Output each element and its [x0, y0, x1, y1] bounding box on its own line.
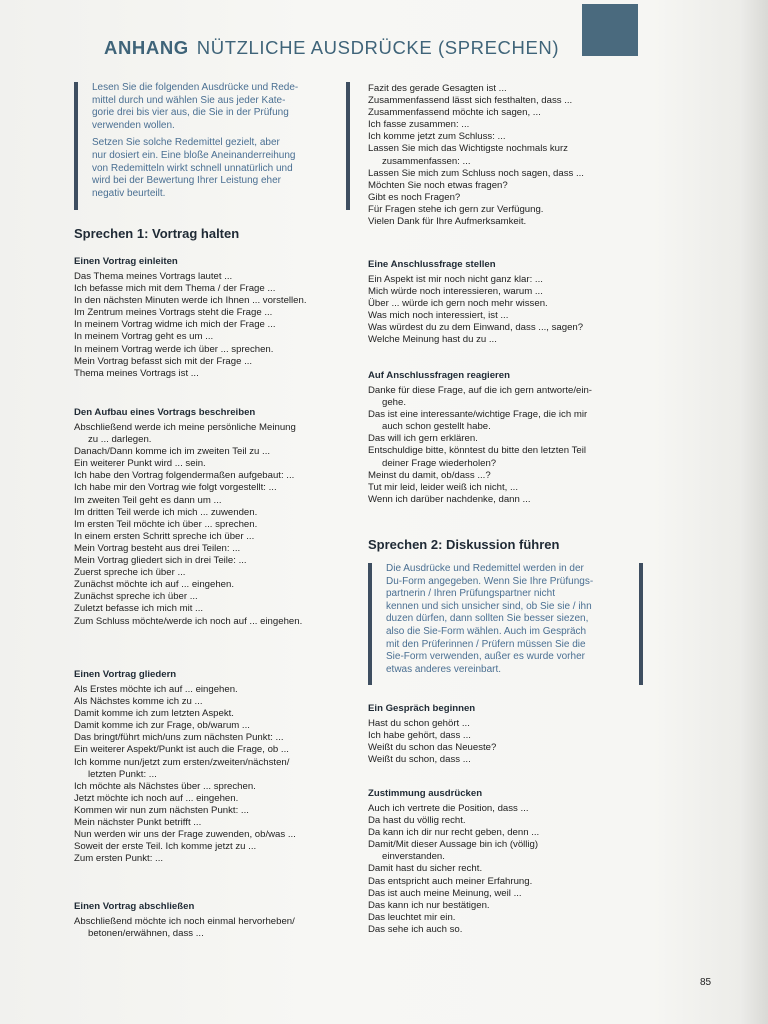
- phrase-line: Auch ich vertrete die Position, dass ...: [368, 803, 529, 814]
- intro-paragraph-1: Lesen Sie die folgenden Ausdrücke und Rede- mittel durch und wählen Sie aus jeder Kate- gorie drei bis vier aus, die Sie in der Prüfung verwenden wollen.: [92, 82, 299, 131]
- phrase-line: Weißt du schon, dass ...: [368, 754, 471, 766]
- phrase-line: Das leuchtet mir ein.: [368, 911, 456, 923]
- group-title: Zustimmung ausdrücken: [368, 788, 483, 799]
- phrase-line: In den nächsten Minuten werde ich Ihnen ... vorstellen.: [74, 295, 307, 307]
- phrase-line: Da hast du völlig recht.: [368, 815, 466, 827]
- phrase-line: Wenn ich darüber nachdenke, dann ...: [368, 493, 531, 505]
- phrase-line: Ich habe mir den Vortrag wie folgt vorgestellt: ...: [74, 482, 277, 494]
- phrase-line: zu ... darlegen.: [88, 434, 152, 446]
- phrase-line: Ich komme jetzt zum Schluss: ...: [368, 131, 506, 143]
- phrase-line: Ich habe den Vortrag folgendermaßen aufgebaut: ...: [74, 470, 295, 482]
- phrase-line: In meinem Vortrag werde ich über ... sprechen.: [74, 343, 274, 355]
- group-title: Eine Anschlussfrage stellen: [368, 259, 496, 270]
- phrase-line: Im dritten Teil werde ich mich ... zuwenden.: [74, 506, 258, 518]
- phrase-line: Mein Vortrag befasst sich mit der Frage ...: [74, 355, 253, 367]
- page-edge: [740, 0, 768, 1024]
- phrase-line: Ich habe gehört, dass ...: [368, 730, 471, 742]
- phrase-line: Das Thema meines Vortrags lautet ...: [74, 271, 233, 282]
- phrase-line: Zum ersten Punkt: ...: [74, 853, 164, 865]
- phrase-line: Da kann ich dir nur recht geben, denn ...: [368, 827, 540, 839]
- phrase-line: Zusammenfassend möchte ich sagen, ...: [368, 107, 541, 119]
- phrase-line: Nun werden wir uns der Frage zuwenden, ob/was ...: [74, 829, 296, 841]
- phrase-line: Mein Vortrag besteht aus drei Teilen: ...: [74, 542, 241, 554]
- phrase-line: Möchten Sie noch etwas fragen?: [368, 179, 508, 191]
- group-anschlussfrage-stellen: [368, 259, 583, 347]
- phrase-line: Ein weiterer Aspekt/Punkt ist auch die Frage, ob ...: [74, 744, 289, 756]
- phrase-line: Abschließend werde ich meine persönliche Meinung: [74, 422, 296, 433]
- group-vortrag-einleiten: [74, 256, 307, 380]
- phrase-line: einverstanden.: [382, 851, 445, 863]
- group-aufbau-beschreiben: [74, 407, 302, 628]
- group-title: Auf Anschlussfragen reagieren: [368, 370, 510, 381]
- phrase-line: Fazit des gerade Gesagten ist ...: [368, 83, 507, 94]
- phrase-line: Zum Schluss möchte/werde ich noch auf ... eingehen.: [74, 615, 303, 627]
- phrase-line: Lassen Sie mich zum Schluss noch sagen, dass ...: [368, 167, 584, 179]
- phrase-line: In meinem Vortrag widme ich mich der Frage ...: [74, 319, 276, 331]
- phrase-line: zusammenfassen: ...: [382, 155, 471, 167]
- page-header: [104, 37, 559, 59]
- phrase-line: In meinem Vortrag geht es um ...: [74, 331, 214, 343]
- group-anschlussfragen-reagieren: [368, 370, 592, 506]
- intro-box: [74, 82, 350, 210]
- phrase-line: Tut mir leid, leider weiß ich nicht, ...: [368, 481, 518, 493]
- phrase-line: Ein weiterer Punkt wird ... sein.: [74, 458, 206, 470]
- phrase-line: Ich möchte als Nächstes über ... sprechen.: [74, 780, 256, 792]
- header-title: NÜTZLICHE AUSDRÜCKE (SPRECHEN): [196, 37, 560, 58]
- header-bold: ANHANG: [104, 37, 189, 58]
- group-title: Einen Vortrag abschließen: [74, 901, 195, 912]
- corner-color-block: [582, 4, 638, 56]
- phrase-line: Damit/Mit dieser Aussage bin ich (völlig): [368, 839, 539, 851]
- group-vortrag-gliedern: [74, 669, 296, 865]
- page-number: 85: [700, 977, 712, 988]
- group-title: Einen Vortrag einleiten: [74, 256, 178, 267]
- phrase-line: Thema meines Vortrags ist ...: [74, 367, 199, 379]
- phrase-line: Gibt es noch Fragen?: [368, 191, 461, 203]
- phrase-line: Vielen Dank für Ihre Aufmerksamkeit.: [368, 216, 527, 228]
- phrase-line: Welche Meinung hast du zu ...: [368, 334, 497, 346]
- phrase-line: Weißt du schon das Neueste?: [368, 742, 497, 754]
- phrase-line: Das will ich gern erklären.: [368, 433, 478, 445]
- intro-paragraph-2: Setzen Sie solche Redemittel gezielt, aber nur dosiert ein. Eine bloße Aneinanderreihung von Redemitteln wirkt schnell unnatürlich und wird bei der Bewertung Ihrer Leistung eher negativ beurteilt.: [92, 137, 296, 199]
- phrase-line: Lassen Sie mich das Wichtigste nochmals kurz: [368, 143, 568, 155]
- phrase-line: Zuletzt befasse ich mich mit ...: [74, 603, 204, 615]
- section-title-diskussion: Sprechen 2: Diskussion führen: [368, 537, 560, 552]
- phrase-line: Entschuldige bitte, könntest du bitte den letzten Teil: [368, 445, 586, 457]
- phrase-line: Zunächst möchte ich auf ... eingehen.: [74, 579, 234, 591]
- phrase-line: Im Zentrum meines Vortrags steht die Frage ...: [74, 307, 273, 319]
- diskussion-info-box: Die Ausdrücke und Redemittel werden in der Du-Form angegeben. Wenn Sie Ihre Prüfungs- partnerin / Ihren Prüfungspartner nicht kennen und sich unsicher sind, ob Sie sie / ihn duzen dürfen, dann sollten Sie besser siezen, also die Sie-Form wählen. Auch im Gespräch mit den Prüferinnen / Prüfern müssen Sie die Sie-Form verwenden, außer es wurde vorher etwas anderes vereinbart.: [368, 563, 643, 685]
- phrase-line: Im ersten Teil möchte ich über ... sprechen.: [74, 518, 258, 530]
- phrase-line: Ein Aspekt ist mir noch nicht ganz klar: ...: [368, 274, 543, 285]
- phrase-line: Ich komme nun/jetzt zum ersten/zweiten/nächsten/: [74, 756, 290, 768]
- phrase-line: Zunächst spreche ich über ...: [74, 591, 198, 603]
- phrase-line: Danach/Dann komme ich im zweiten Teil zu ...: [74, 446, 271, 458]
- group-gespraech-beginnen: [368, 703, 496, 766]
- phrase-line: deiner Frage wiederholen?: [382, 457, 497, 469]
- phrase-line: Mich würde noch interessieren, warum ...: [368, 286, 543, 298]
- phrase-line: Abschließend möchte ich noch einmal hervorheben/: [74, 916, 295, 927]
- phrase-line: Das bringt/führt mich/uns zum nächsten Punkt: ...: [74, 732, 284, 744]
- phrase-line: Ich fasse zusammen: ...: [368, 119, 470, 131]
- phrase-line: Hast du schon gehört ...: [368, 718, 470, 729]
- phrase-line: Über ... würde ich gern noch mehr wissen.: [368, 298, 548, 310]
- phrase-line: Was mich noch interessiert, ist ...: [368, 310, 509, 322]
- phrase-line: Damit hast du sicher recht.: [368, 863, 483, 875]
- phrase-line: Das ist auch meine Meinung, weil ...: [368, 887, 522, 899]
- phrase-line: Meinst du damit, ob/dass ...?: [368, 469, 491, 481]
- phrase-line: Das kann ich nur bestätigen.: [368, 899, 490, 911]
- phrase-line: gehe.: [382, 397, 407, 409]
- phrase-line: In einem ersten Schritt spreche ich über ...: [74, 530, 255, 542]
- phrase-line: Im zweiten Teil geht es dann um ...: [74, 494, 222, 506]
- phrase-line: Danke für diese Frage, auf die ich gern antworte/ein-: [368, 385, 592, 396]
- group-title: Den Aufbau eines Vortrags beschreiben: [74, 407, 256, 418]
- phrase-line: betonen/erwähnen, dass ...: [88, 928, 204, 940]
- group-title: Einen Vortrag gliedern: [74, 669, 177, 680]
- phrase-line: Soweit der erste Teil. Ich komme jetzt zu ...: [74, 841, 257, 853]
- group-title: Ein Gespräch beginnen: [368, 703, 476, 714]
- phrase-line: Was würdest du zu dem Einwand, dass ..., sagen?: [368, 322, 584, 334]
- phrase-line: Jetzt möchte ich noch auf ... eingehen.: [74, 792, 239, 804]
- group-abschluss-fortsetzung: [368, 83, 584, 228]
- phrase-line: Das ist eine interessante/wichtige Frage, die ich mir: [368, 409, 588, 421]
- phrase-line: Als Erstes möchte ich auf ... eingehen.: [74, 684, 238, 695]
- phrase-line: auch schon gestellt habe.: [382, 421, 491, 433]
- phrase-line: Zusammenfassend lässt sich festhalten, dass ...: [368, 95, 573, 107]
- phrase-line: Als Nächstes komme ich zu ...: [74, 696, 203, 708]
- group-zustimmung-ausdruecken: [368, 788, 539, 936]
- phrase-line: Für Fragen stehe ich gern zur Verfügung.: [368, 203, 544, 215]
- phrase-line: Mein nächster Punkt betrifft ...: [74, 817, 202, 829]
- section-title-vortrag: Sprechen 1: Vortrag halten: [74, 226, 240, 241]
- phrase-line: Das sehe ich auch so.: [368, 923, 463, 935]
- phrase-line: Kommen wir nun zum nächsten Punkt: ...: [74, 804, 249, 816]
- phrase-line: Damit komme ich zum letzten Aspekt.: [74, 708, 234, 720]
- phrase-line: Zuerst spreche ich über ...: [74, 567, 186, 579]
- phrase-line: letzten Punkt: ...: [88, 768, 157, 780]
- group-vortrag-abschliessen: [74, 901, 295, 940]
- phrase-line: Mein Vortrag gliedert sich in drei Teile: ...: [74, 555, 247, 567]
- phrase-line: Damit komme ich zur Frage, ob/warum ...: [74, 720, 250, 732]
- phrase-line: Das entspricht auch meiner Erfahrung.: [368, 875, 533, 887]
- phrase-line: Ich befasse mich mit dem Thema / der Frage ...: [74, 283, 276, 295]
